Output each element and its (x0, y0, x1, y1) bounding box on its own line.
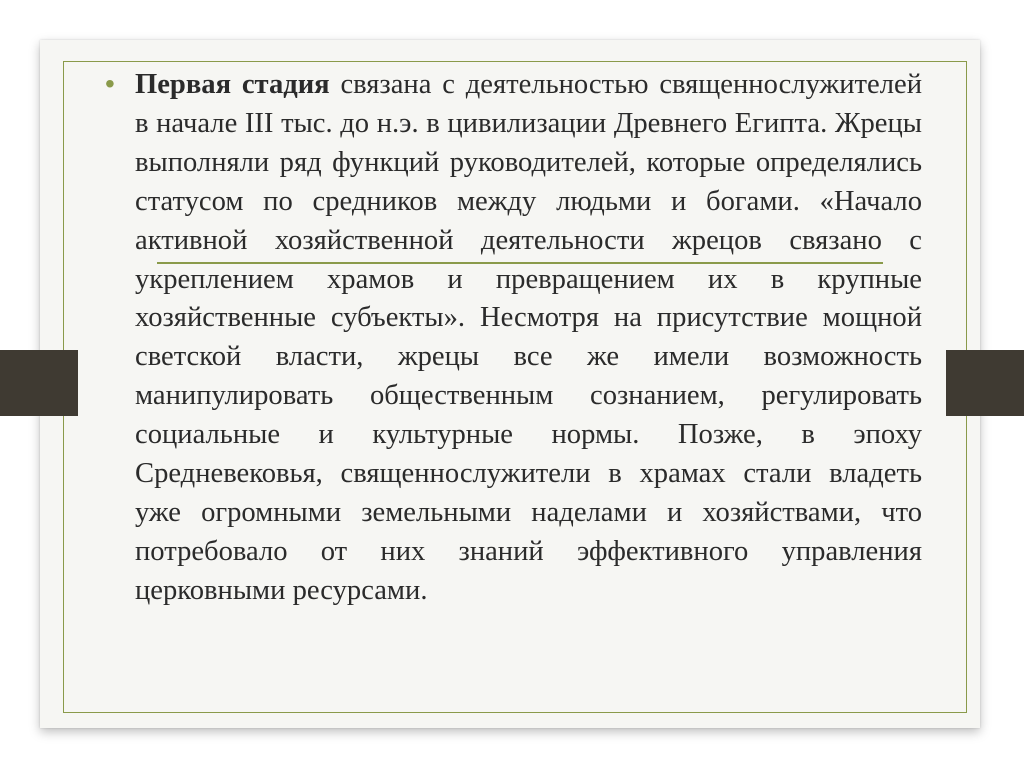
right-tab-decoration (946, 350, 1024, 416)
body-text: связана с деятельностью священнослужителей в начале III тыс. до н.э. в цивилизации Древнего Египта. Жрецы выполняли ряд функций руководителей, которые определялись статусом по средников между людьми и богами. «Начало активной хозяйственной деятельности жрецов связано с укреплением храмов и превращением их в крупные хозяйственные субъекты». Несмотря на присутствие мощной светской власти, жрецы все же имели возможность манипулировать общественным сознанием, регулировать социальные и культурные нормы. Позже, в эпоху Средневековья, священнослужители в храмах стали владеть уже огромными земельными наделами и хозяйствами, что потребовало от них знаний эффективного управления церковными ресурсами. (135, 69, 922, 606)
slide-content (105, 66, 922, 731)
bullet-paragraph (135, 66, 922, 611)
lead-term: Первая стадия (135, 69, 330, 100)
left-tab-decoration (0, 350, 78, 416)
bullet-icon: • (105, 68, 115, 99)
bullet-item (105, 66, 922, 611)
